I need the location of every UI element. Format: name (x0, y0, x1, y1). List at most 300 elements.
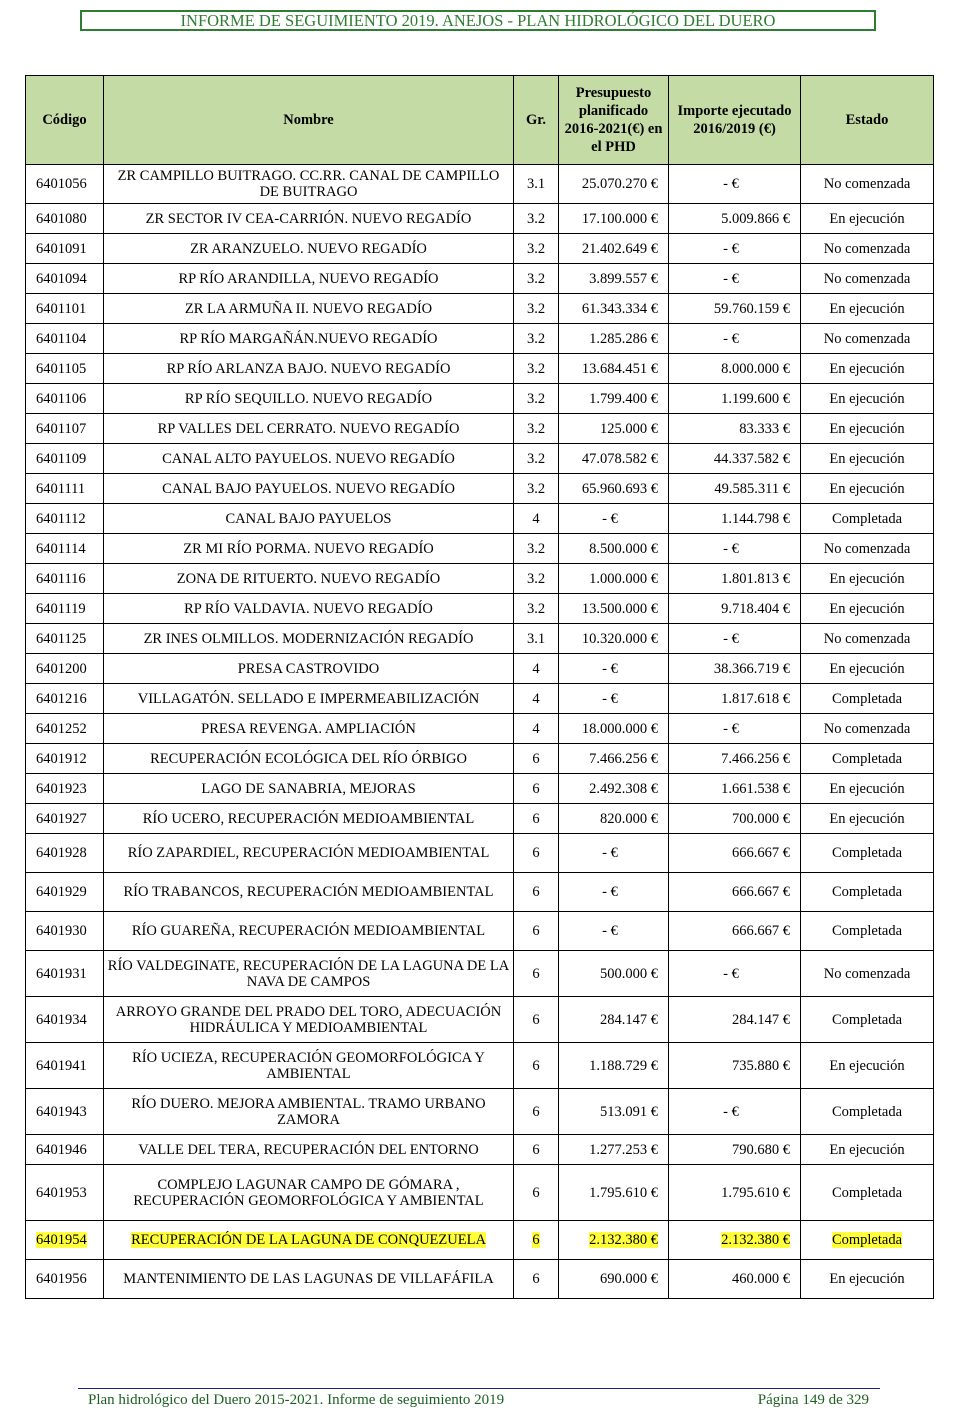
cell-name (104, 594, 514, 624)
cell-group-text: 3.2 (526, 390, 546, 407)
cell-name (104, 684, 514, 714)
cell-name-text: LAGO DE SANABRIA, MEJORAS (201, 780, 416, 797)
cell-code (26, 414, 104, 444)
cell-group-text: 6 (532, 923, 540, 939)
col-header-code: Código (26, 76, 104, 165)
cell-status-text: En ejecución (829, 780, 905, 797)
cell-group (514, 997, 559, 1043)
cell-name-text: ZR INES OLMILLOS. MODERNIZACIÓN REGADÍO (143, 630, 474, 647)
cell-executed (669, 234, 801, 264)
table-row (26, 804, 934, 834)
cell-status-text: Completada (831, 845, 903, 861)
cell-status-text: En ejecución (829, 660, 905, 677)
cell-group (514, 534, 559, 564)
cell-budget-text: - € (602, 845, 618, 861)
cell-name (104, 414, 514, 444)
cell-budget (559, 1165, 669, 1221)
cell-status (801, 354, 934, 384)
cell-executed (669, 1043, 801, 1089)
cell-name (104, 1135, 514, 1165)
cell-code-text: 6401941 (36, 1057, 87, 1074)
table-row (26, 384, 934, 414)
cell-code-text: 6401106 (36, 390, 87, 407)
cell-budget (559, 504, 669, 534)
cell-code (26, 997, 104, 1043)
table-row (26, 1260, 934, 1299)
cell-code (26, 474, 104, 504)
cell-status (801, 384, 934, 414)
cell-code (26, 873, 104, 912)
cell-budget (559, 324, 669, 354)
cell-executed (669, 997, 801, 1043)
cell-status (801, 1221, 934, 1260)
cell-group-text: 3.2 (526, 540, 546, 557)
col-header-status: Estado (801, 76, 934, 165)
cell-code (26, 684, 104, 714)
cell-name-text: ZR LA ARMUÑA II. NUEVO REGADÍO (184, 300, 433, 317)
cell-group-text: 3.2 (526, 420, 546, 437)
cell-code (26, 234, 104, 264)
table-row (26, 1089, 934, 1135)
cell-code (26, 1089, 104, 1135)
cell-group-text: 6 (532, 1103, 540, 1120)
cell-name (104, 444, 514, 474)
cell-name (104, 564, 514, 594)
cell-executed (669, 951, 801, 997)
cell-executed (669, 654, 801, 684)
cell-status (801, 474, 934, 504)
cell-group-text: 4 (532, 690, 540, 707)
cell-executed (669, 714, 801, 744)
cell-executed-text: 9.718.404 € (721, 600, 790, 617)
cell-budget-text: 284.147 € (600, 1011, 658, 1028)
cell-group-text: 3.2 (526, 570, 546, 587)
cell-name (104, 264, 514, 294)
cell-code (26, 354, 104, 384)
cell-executed-text: 666.667 € (732, 884, 790, 900)
cell-group-text: 6 (532, 884, 540, 900)
cell-status (801, 534, 934, 564)
cell-budget (559, 1221, 669, 1260)
cell-group-text: 3.2 (526, 450, 546, 467)
cell-group (514, 714, 559, 744)
cell-budget-text: - € (602, 923, 618, 939)
cell-status-text: En ejecución (829, 570, 905, 587)
cell-executed (669, 264, 801, 294)
cell-status (801, 264, 934, 294)
cell-executed-text: 735.880 € (732, 1057, 790, 1074)
cell-code-text: 6401114 (36, 540, 86, 557)
cell-code (26, 294, 104, 324)
report-header: INFORME DE SEGUIMIENTO 2019. ANEJOS - PLAN HIDROLÓGICO DEL DUERO (80, 10, 876, 31)
cell-status-text: Completada (831, 884, 903, 900)
table-row (26, 1043, 934, 1089)
cell-executed-text: 460.000 € (732, 1271, 790, 1287)
cell-code (26, 912, 104, 951)
cell-name-text: RÍO TRABANCOS, RECUPERACIÓN MEDIOAMBIENTAL (123, 884, 494, 900)
cell-name-text: PRESA CASTROVIDO (237, 660, 380, 677)
cell-status-text: Completada (831, 690, 903, 707)
cell-budget (559, 714, 669, 744)
measures-table (25, 75, 934, 1299)
cell-code-text: 6401930 (36, 923, 87, 939)
cell-budget (559, 834, 669, 873)
cell-name (104, 324, 514, 354)
cell-code (26, 624, 104, 654)
table-row (26, 204, 934, 234)
cell-name (104, 504, 514, 534)
cell-executed-text: 666.667 € (732, 923, 790, 939)
cell-executed-text: 1.795.610 € (721, 1184, 790, 1201)
cell-budget-text: - € (602, 510, 618, 527)
cell-code-text: 6401104 (36, 330, 87, 347)
cell-group (514, 1089, 559, 1135)
cell-group-text: 6 (532, 1271, 540, 1287)
cell-group-text: 6 (532, 1184, 540, 1201)
cell-budget-text: 7.466.256 € (589, 750, 658, 767)
cell-code (26, 534, 104, 564)
cell-group-text: 3.2 (526, 240, 546, 257)
cell-status-text: Completada (831, 923, 903, 939)
cell-code (26, 714, 104, 744)
cell-budget (559, 234, 669, 264)
cell-group-text: 4 (532, 660, 540, 677)
cell-group (514, 594, 559, 624)
cell-code-text: 6401107 (36, 420, 87, 437)
cell-name (104, 997, 514, 1043)
cell-status (801, 444, 934, 474)
cell-code (26, 384, 104, 414)
cell-status-text: No comenzada (823, 720, 911, 737)
cell-code-text: 6401105 (36, 360, 87, 377)
cell-executed-text: 666.667 € (732, 845, 790, 861)
cell-group (514, 873, 559, 912)
table-row (26, 1135, 934, 1165)
cell-budget-text: 500.000 € (600, 965, 658, 982)
cell-status-text: En ejecución (829, 420, 905, 437)
cell-status-text: No comenzada (823, 240, 911, 257)
cell-code-text: 6401912 (36, 750, 87, 767)
table-row (26, 873, 934, 912)
cell-status-text: En ejecución (829, 1271, 905, 1287)
cell-budget-text: 2.492.308 € (589, 780, 658, 797)
cell-name (104, 1260, 514, 1299)
cell-executed-text: 1.661.538 € (721, 780, 790, 797)
cell-code-text: 6401934 (36, 1011, 87, 1028)
cell-name (104, 1089, 514, 1135)
cell-budget-text: 1.188.729 € (589, 1057, 658, 1074)
cell-executed (669, 873, 801, 912)
cell-executed-text: - € (723, 720, 739, 737)
cell-status (801, 165, 934, 204)
cell-status (801, 414, 934, 444)
cell-group (514, 654, 559, 684)
cell-status (801, 1043, 934, 1089)
cell-group (514, 264, 559, 294)
cell-budget-text: 10.320.000 € (581, 630, 658, 647)
cell-budget (559, 804, 669, 834)
cell-budget (559, 654, 669, 684)
cell-group-text: 3.1 (526, 176, 546, 192)
cell-code (26, 165, 104, 204)
cell-status-text: No comenzada (823, 270, 911, 287)
cell-status (801, 834, 934, 873)
cell-name-text: CANAL BAJO PAYUELOS (225, 510, 392, 527)
cell-name (104, 234, 514, 264)
cell-budget-text: 2.132.380 € (589, 1232, 658, 1248)
cell-code-text: 6401216 (36, 690, 87, 707)
cell-group (514, 1043, 559, 1089)
cell-status-text: No comenzada (823, 540, 911, 557)
cell-code-text: 6401956 (36, 1271, 87, 1287)
cell-budget-text: 820.000 € (600, 810, 658, 827)
cell-status (801, 774, 934, 804)
cell-executed-text: 1.199.600 € (721, 390, 790, 407)
cell-code-text: 6401109 (36, 450, 87, 467)
cell-name-text: RP RÍO ARANDILLA, NUEVO REGADÍO (178, 270, 439, 287)
cell-status-text: Completada (831, 1103, 903, 1120)
cell-budget (559, 294, 669, 324)
table-row (26, 744, 934, 774)
table-row (26, 324, 934, 354)
cell-executed (669, 1135, 801, 1165)
cell-name-text: COMPLEJO LAGUNAR CAMPO DE GÓMARA , RECUPERACIÓN GEOMORFOLÓGICA Y AMBIENTAL (133, 1176, 484, 1209)
cell-budget-text: 18.000.000 € (581, 720, 658, 737)
cell-status (801, 951, 934, 997)
table-row (26, 774, 934, 804)
cell-group (514, 951, 559, 997)
table-row (26, 834, 934, 873)
cell-name-text: ZONA DE RITUERTO. NUEVO REGADÍO (176, 570, 441, 587)
cell-group-text: 6 (532, 845, 540, 861)
cell-budget-text: 1.799.400 € (589, 390, 658, 407)
cell-code-text: 6401946 (36, 1141, 87, 1158)
cell-status (801, 204, 934, 234)
cell-name-text: RP VALLES DEL CERRATO. NUEVO REGADÍO (157, 420, 460, 437)
cell-budget-text: 1.277.253 € (589, 1141, 658, 1158)
table-row (26, 1221, 934, 1260)
cell-budget (559, 912, 669, 951)
cell-group-text: 6 (532, 1232, 540, 1248)
cell-group (514, 165, 559, 204)
cell-budget (559, 951, 669, 997)
table-row (26, 474, 934, 504)
table-row (26, 564, 934, 594)
cell-group (514, 354, 559, 384)
cell-budget (559, 744, 669, 774)
cell-budget (559, 474, 669, 504)
cell-executed (669, 774, 801, 804)
cell-name-text: RP RÍO ARLANZA BAJO. NUEVO REGADÍO (166, 360, 451, 377)
cell-executed (669, 504, 801, 534)
cell-name-text: RÍO ZAPARDIEL, RECUPERACIÓN MEDIOAMBIENTAL (127, 845, 490, 861)
cell-status-text: En ejecución (829, 210, 905, 227)
cell-group (514, 912, 559, 951)
cell-budget-text: 21.402.649 € (581, 240, 658, 257)
cell-executed (669, 564, 801, 594)
cell-budget (559, 997, 669, 1043)
cell-budget-text: - € (602, 884, 618, 900)
cell-budget-text: 13.500.000 € (581, 600, 658, 617)
cell-budget-text: 61.343.334 € (581, 300, 658, 317)
cell-code-text: 6401101 (36, 300, 87, 317)
cell-group (514, 684, 559, 714)
cell-status (801, 744, 934, 774)
cell-budget (559, 264, 669, 294)
cell-budget-text: - € (602, 660, 618, 677)
cell-name-text: ZR MI RÍO PORMA. NUEVO REGADÍO (183, 540, 434, 557)
cell-executed (669, 834, 801, 873)
cell-status-text: En ejecución (829, 600, 905, 617)
cell-name (104, 384, 514, 414)
cell-status (801, 684, 934, 714)
cell-group (514, 384, 559, 414)
cell-code (26, 204, 104, 234)
cell-status-text: Completada (831, 1184, 903, 1201)
cell-executed (669, 1260, 801, 1299)
cell-budget-text: 513.091 € (600, 1103, 658, 1120)
cell-executed (669, 444, 801, 474)
cell-code (26, 1165, 104, 1221)
cell-budget-text: 690.000 € (600, 1271, 658, 1287)
cell-name-text: ZR SECTOR IV CEA-CARRIÓN. NUEVO REGADÍO (145, 210, 472, 227)
cell-name-text: RÍO GUAREÑA, RECUPERACIÓN MEDIOAMBIENTAL (131, 923, 486, 939)
cell-status-text: En ejecución (829, 1141, 905, 1158)
col-header-budget: Presupuesto planificado 2016-2021(€) en el PHD (559, 76, 669, 165)
cell-name-text: VALLE DEL TERA, RECUPERACIÓN DEL ENTORNO (138, 1141, 479, 1158)
table-row (26, 684, 934, 714)
cell-budget-text: - € (602, 690, 618, 707)
cell-code (26, 1135, 104, 1165)
cell-name (104, 834, 514, 873)
cell-name (104, 294, 514, 324)
cell-status-text: En ejecución (829, 1057, 905, 1074)
table-row (26, 165, 934, 204)
cell-status (801, 804, 934, 834)
cell-status-text: Completada (831, 1232, 903, 1248)
cell-group (514, 474, 559, 504)
cell-name (104, 804, 514, 834)
cell-code (26, 324, 104, 354)
cell-group (514, 774, 559, 804)
table-row (26, 654, 934, 684)
cell-group (514, 204, 559, 234)
table-row (26, 951, 934, 997)
table-row (26, 354, 934, 384)
cell-group (514, 414, 559, 444)
cell-budget-text: 125.000 € (600, 420, 658, 437)
cell-name-text: RP RÍO VALDAVIA. NUEVO REGADÍO (184, 600, 433, 617)
cell-group-text: 3.2 (526, 360, 546, 377)
cell-name-text: RP RÍO MARGAÑÁN.NUEVO REGADÍO (179, 330, 438, 347)
cell-name-text: RECUPERACIÓN DE LA LAGUNA DE CONQUEZUELA (131, 1232, 486, 1248)
col-header-executed: Importe ejecutado 2016/2019 (€) (669, 76, 801, 165)
cell-group (514, 834, 559, 873)
cell-group-text: 6 (532, 1057, 540, 1074)
cell-code (26, 1043, 104, 1089)
cell-budget (559, 204, 669, 234)
cell-executed-text: - € (723, 965, 739, 982)
cell-group (514, 624, 559, 654)
cell-code-text: 6401943 (36, 1103, 87, 1120)
cell-status (801, 294, 934, 324)
table-row (26, 234, 934, 264)
cell-group-text: 4 (532, 720, 540, 737)
cell-code-text: 6401116 (36, 570, 86, 587)
cell-status (801, 504, 934, 534)
cell-budget (559, 1260, 669, 1299)
cell-status (801, 1165, 934, 1221)
cell-name-text: ZR CAMPILLO BUITRAGO. CC.RR. CANAL DE CAMPILLO DE BUITRAGO (117, 168, 500, 200)
table-row (26, 504, 934, 534)
cell-executed-text: 38.366.719 € (713, 660, 790, 677)
cell-executed-text: 2.132.380 € (721, 1232, 790, 1248)
cell-code (26, 834, 104, 873)
cell-code (26, 264, 104, 294)
cell-executed (669, 354, 801, 384)
cell-status-text: En ejecución (829, 450, 905, 467)
cell-code-text: 6401927 (36, 810, 87, 827)
cell-group-text: 4 (532, 510, 540, 527)
cell-group-text: 6 (532, 1141, 540, 1158)
cell-executed-text: 44.337.582 € (713, 450, 790, 467)
cell-status (801, 997, 934, 1043)
table-row (26, 414, 934, 444)
cell-status-text: No comenzada (823, 630, 911, 647)
cell-group-text: 6 (532, 780, 540, 797)
cell-executed (669, 744, 801, 774)
cell-name-text: RÍO UCIEZA, RECUPERACIÓN GEOMORFOLÓGICA Y AMBIENTAL (132, 1049, 485, 1082)
cell-executed (669, 1089, 801, 1135)
cell-executed (669, 165, 801, 204)
cell-name (104, 1165, 514, 1221)
cell-status-text: En ejecución (829, 300, 905, 317)
cell-code-text: 6401954 (36, 1232, 87, 1248)
cell-budget-text: 1.795.610 € (589, 1184, 658, 1201)
cell-executed-text: 284.147 € (732, 1011, 790, 1028)
cell-budget (559, 594, 669, 624)
table-row (26, 534, 934, 564)
cell-group-text: 3.2 (526, 330, 546, 347)
cell-budget (559, 165, 669, 204)
cell-name-text: CANAL ALTO PAYUELOS. NUEVO REGADÍO (162, 450, 455, 467)
table-row (26, 624, 934, 654)
table-row (26, 1165, 934, 1221)
cell-name (104, 951, 514, 997)
cell-code (26, 594, 104, 624)
cell-budget (559, 384, 669, 414)
cell-budget (559, 564, 669, 594)
cell-budget-text: 1.285.286 € (589, 330, 658, 347)
cell-code-text: 6401931 (36, 965, 87, 982)
cell-executed-text: 7.466.256 € (721, 750, 790, 767)
cell-group-text: 3.2 (526, 600, 546, 617)
cell-name (104, 534, 514, 564)
cell-executed (669, 624, 801, 654)
cell-status-text: No comenzada (823, 176, 911, 192)
cell-name-text: RÍO UCERO, RECUPERACIÓN MEDIOAMBIENTAL (142, 810, 475, 827)
cell-name-text: ARROYO GRANDE DEL PRADO DEL TORO, ADECUACIÓN HIDRÁULICA Y MEDIOAMBIENTAL (115, 1003, 502, 1036)
cell-executed-text: 83.333 € (739, 420, 790, 437)
cell-name-text: ZR ARANZUELO. NUEVO REGADÍO (190, 240, 427, 257)
cell-code-text: 6401080 (36, 210, 87, 227)
table-row (26, 264, 934, 294)
cell-budget (559, 1089, 669, 1135)
cell-status (801, 873, 934, 912)
cell-executed-text: 59.760.159 € (713, 300, 790, 317)
cell-executed-text: 49.585.311 € (714, 480, 790, 497)
cell-status (801, 714, 934, 744)
